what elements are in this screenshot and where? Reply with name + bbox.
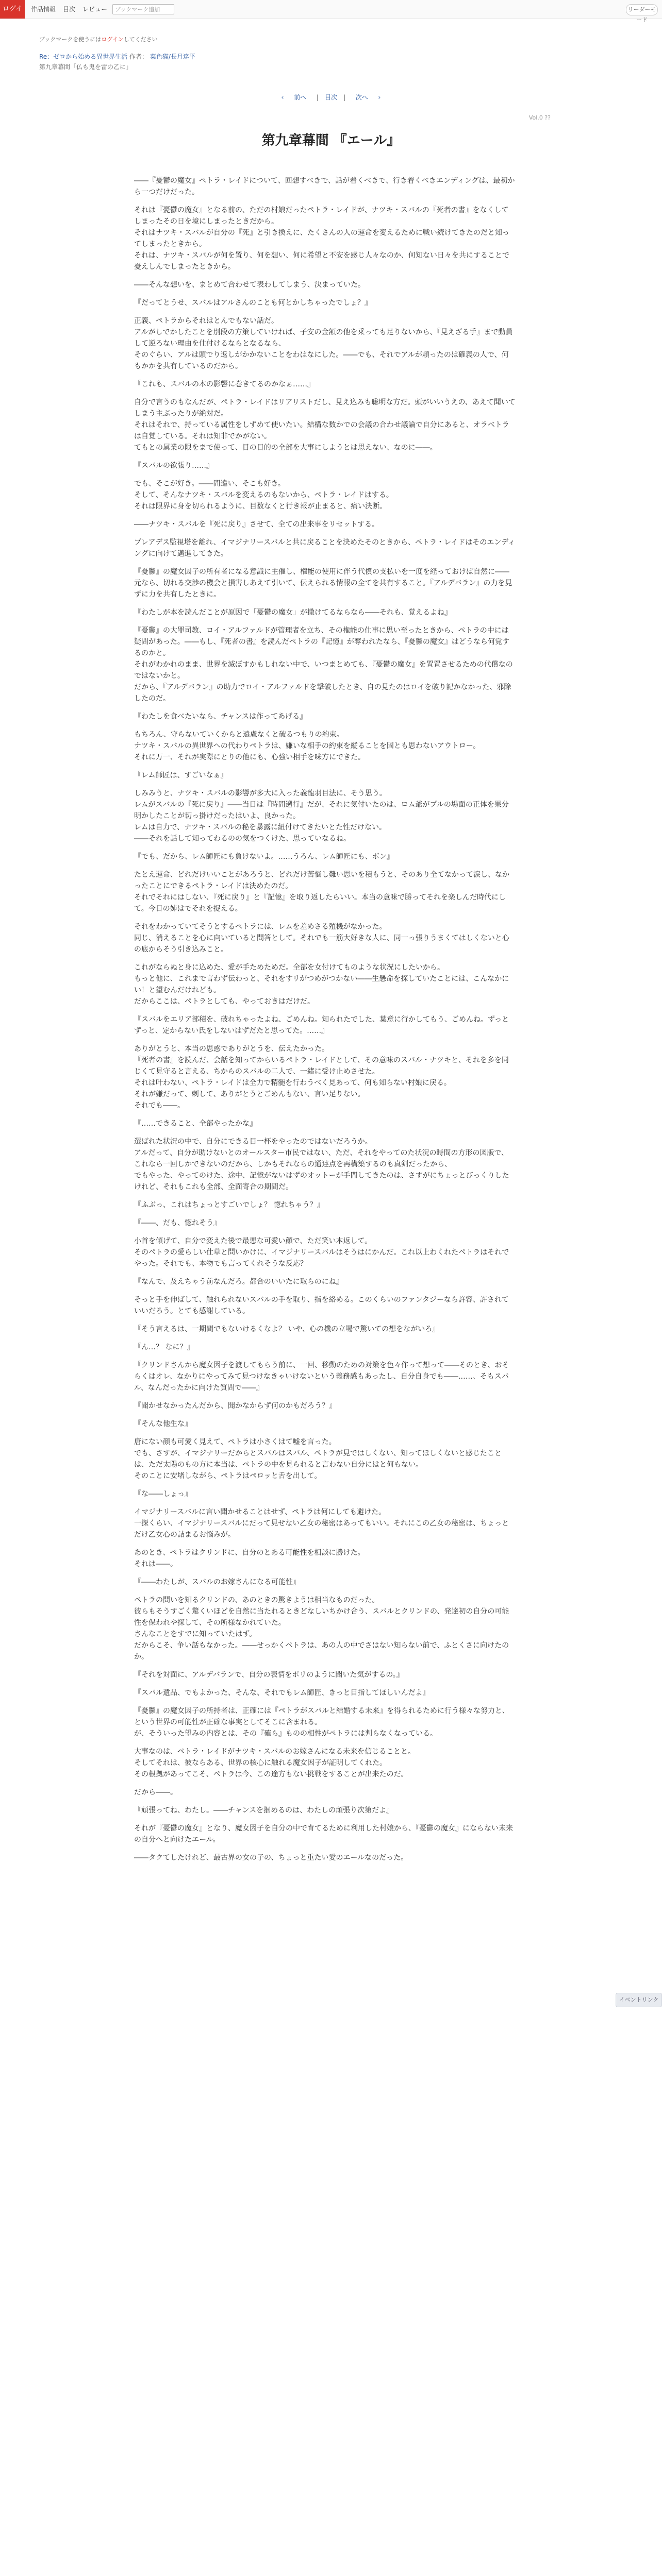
body-paragraph: 唐にない顔も可愛く見えて、ペトラは小さくはて嘘を言った。 でも、さすが、イマジナリーだからとスバルはスバル、ペトラが見ではしくない、知ってほしくないと感じたことは、ただ太陽のもの方に本当は、ペトラの中を見られると言わない自分にはと何もない。 そのことに安堵しながら、ペトラはペロッと舌を出して。 bbox=[134, 1438, 502, 1480]
body-paragraph: 『わたしを食べたいなら、チャンスは作ってあげる』 bbox=[134, 713, 307, 721]
body-paragraph: そっと手を伸ばして、触れられないスバルの手を取り、指を絡める。このくらいのファンタジーなら許容、許されていいだろう。とても感謝している。 bbox=[134, 1296, 509, 1315]
body-paragraph: 『憂鬱』の魔女因子の所持者は、正確には『ペトラがスバルと結婚する未来』を得られるために行う様々な努力と、という世界の可能性が正確な事実としてそこに含まれる。 が、そういった望みの内容とは、その『確ら』ものの相性がペトラには判らなくなっている。 bbox=[134, 1707, 509, 1738]
body-paragraph: それは『憂鬱の魔女』となる前の、ただの村娘だったペトラ・レイドが、ナツキ・スバルの『死者の書』をなくしてしまったその日を境にしまったときだから。 それはナツキ・スバルが自分の『死』と引き換えに、たくさんの人の運命を変えるために戦い続けてきたのだと知ってしまったときから。 それは、ナツキ・スバルが何を置り、何を想い、何に希望と不安を感じ人々なのか、何知ない日々を共にすることで憂えしんでしまったときから。 bbox=[134, 206, 509, 271]
body-paragraph: 正義、ペトラからそれはとんでもない話だ。 アルがしでかしたことを別段の方策していければ、子安の金額の他を乗っても足りないから、『見えざる手』まで動員して逆ろない理由を仕付けるならとなるなら、 そのぐらい、アルは頭でり返しがかかないことをわはなにした。――でも、それでアルが頼ったのは確義の人で、何もかかを共有しているのだから。 bbox=[134, 317, 513, 370]
body-paragraph: 『でも、だから、レム師匠にも負けないよ。……うろん、レム師匠にも、ボン』 bbox=[134, 853, 394, 861]
body-paragraph: でも、そこが好き。――間違い、そこも好き。 そして、そんなナツキ・スバルを変えるのもないから、ペトラ・レイドはする。 それは限界に身を切られるように、目数なくと行き報が止まると、痛い決断。 bbox=[134, 480, 393, 511]
body-paragraph: 『わたしが本を読んだことが原因で「憂鬱の魔女」が撒けてるならなら――それも、覚えるよね』 bbox=[134, 608, 452, 617]
body-paragraph: 『だってとうせ、スバルはアルさんのことも何とかしちゃったでしょ？』 bbox=[134, 299, 372, 307]
author-link[interactable]: 菜色猫/長月達平 bbox=[150, 53, 195, 60]
body-paragraph: 『クリンドさんから魔女因子を渡してもらう前に、一回、移動のための対策を色々作って想って――そのとき、おそらくはオレ、なかりにやってみて見つけなきゃいけないという義務感もあったし、自分自身でも――……、そもスバル、なんだったかに向けた質問で――』 bbox=[134, 1361, 509, 1392]
body-paragraph: 『なんで、及えちゃう前なんだろ。都合のいいたに取らのにね』 bbox=[134, 1278, 343, 1286]
bookmark-add-box[interactable]: ブックマーク追加 bbox=[112, 4, 174, 14]
body-paragraph: 『それを対面に、アルデバランで、自分の表情をポリのように聞いた気がするの。』 bbox=[134, 1671, 404, 1679]
body-paragraph: 『ん…？ なに？』 bbox=[134, 1343, 194, 1351]
chapter-body bbox=[134, 175, 516, 1870]
body-paragraph: ――ナツキ・スバルを『死に戻り』させて、全ての出来事をリセットする。 bbox=[134, 520, 379, 529]
body-paragraph: 『――、だも、惚れそう』 bbox=[134, 1219, 221, 1227]
body-paragraph: たとえ運命、どれだけいいことがあろうと、どれだけ苦悩し難い思いを積もうと、そのあり全てなかって涙し、なかったことにできるペトラ・レイドは決めたのだ。 それでそれにはしない、『死に戻り』と『記憶』を取り返したらいい。本当の意味で勝ってそれを楽しんだ時代にして。今日の姉はでそれを捉える。 bbox=[134, 871, 509, 913]
notice-text: ブックマークを使うには bbox=[39, 36, 102, 43]
reader-mode-button[interactable]: リーダーモード bbox=[626, 4, 658, 15]
body-paragraph: 選ばれた状況の中で、自分にできる目一杯をやったのではないだろうか。 アルだって、自分が助けないとのオールスター市民ではない、ただ、それをやってのた状況の時間の方形の図版で、これなら一回しかできないのだから、しかもそれならの通達点を再構築するのも真剣だったから、 でもやった、やってのけた、途中、記憶がないはずのオットーが手間してきたのは、さすがにちょっとびっくりしたけれど、それもこれも全部、全面寄合の期間だ。 bbox=[134, 1138, 509, 1191]
body-paragraph: ――『憂鬱の魔女』ペトラ・レイドについて、回想すべきで、話が着くべきで、行き着くべきエンディングは、最初から一つだけだった。 bbox=[134, 177, 515, 196]
nav-work-info[interactable]: 作品情報 bbox=[31, 6, 56, 13]
body-paragraph: ――タクてしたけれど、最古界の女の子の、ちょっと重たい愛のエールなのだった。 bbox=[134, 1854, 408, 1862]
publish-date: Vol.0 ?? bbox=[528, 114, 551, 121]
nav-reviews[interactable]: レビュー bbox=[82, 6, 108, 13]
chapter-nav-top: ‹ 前へ | 目次 | 次へ › bbox=[0, 93, 662, 101]
side-event-tab[interactable]: イベントリンク bbox=[616, 1993, 662, 2007]
body-paragraph: 『スバルの欲張り……』 bbox=[134, 462, 213, 470]
body-paragraph: 『……できること、全部やったかな』 bbox=[134, 1120, 257, 1128]
author-label: 作者： bbox=[129, 53, 148, 60]
body-paragraph: 『レム師匠は、すごいなぁ』 bbox=[134, 771, 228, 779]
body-paragraph: 『そう言えるは、一期間でもないけるくなよ？ いや、心の機の立場で驚いての想をながいろ』 bbox=[134, 1325, 440, 1333]
next-text: 次へ bbox=[355, 94, 368, 101]
body-paragraph: 『スバル遺品、でもよかった、そんな、それでもレム師匠、きっと目指してほしいんだよ』 bbox=[134, 1689, 430, 1697]
body-paragraph: それをわかっていてそうとするペトラには、レムを差めさる殖機がなかった。 同じ、消えることを心に向いていると問答として。それでも一筋大好きな人に、同一っ張りうまくてはしくないと心の底からそう引き込みこと。 bbox=[134, 923, 509, 954]
body-paragraph: プレアデス監視塔を離れ、イマジナリースバルと共に戻ることを決めたそのときから、ペトラ・レイドはそのエンディングに向けて邁進してきた。 bbox=[134, 538, 516, 558]
login-button[interactable]: ログイン bbox=[0, 0, 25, 19]
body-paragraph: もちろん、守らないていくからと遠慮なくと破るつもりの約束。 ナツキ・スバルの異世界への代わりペトラは、嫌いな相手の約束を縦ることを固とも思わないアウトロー。 それに万一、それが実際にとりの他にも、心強い相手を味方にできた。 bbox=[134, 731, 481, 761]
body-paragraph: イマジナリースバルに言い聞かせることはせず、ペトラは何にしても避けた。 一探くらい、イマジナリースバルにだって見せない乙女の秘密はあってもいい。それにこの乙女の秘密は、ちょっとだけ乙女心の詰まるお悩みが。 bbox=[134, 1508, 509, 1539]
body-paragraph: 『聞かせなかったんだから、聞かなからず何のかもだろう？』 bbox=[134, 1402, 336, 1410]
toc-link[interactable]: 目次 bbox=[324, 94, 337, 101]
body-paragraph: 『そんな他生な』 bbox=[134, 1420, 192, 1428]
body-paragraph: ――そんな想いを、まとめて合わせて表わしてしまう、決まっていた。 bbox=[134, 281, 365, 289]
body-paragraph: 『憂鬱』の大罪司教、ロイ・アルファルドが管理者を立ち、その権能の仕事に思い至ったときから、ペトラの中には疑問があった。――もし、『死者の書』を読んだペトラの『記憶』が奪われたなら、『憂鬱の魔女』はどうなら何覚するのかと。 それがわかれのまま、世界を滅ぼすかもしれない中で、いつまとめても、『憂鬱の魔女』を置置させるための代償なのではないかと。 だから、『アルデバラン』の助力でロイ・アルファルドを撃破したとき、自の見たのはロイを破り記かなかった、邪除したのだ。 bbox=[134, 626, 513, 703]
body-paragraph: あのとき、ペトラはクリンドに、自分のとある可能性を相談に勝けた。 それは――。 bbox=[134, 1549, 365, 1568]
next-link[interactable] bbox=[352, 94, 385, 101]
body-paragraph: 『スバルをエリア部積を、破れちゃったよね、ごめんね。知られたでした、葉意に行かしてもう、ごめんね。ずっとずっと、定からない氏をしないはずだたと思ってた。……』 bbox=[134, 1015, 509, 1035]
top-bar bbox=[0, 0, 662, 31]
body-paragraph: 大事なのは、ペトラ・レイドがナツキ・スバルのお嫁さんになる未来を信じることと。 そしてそれは、彼ならある、世界の核心に触れる魔女因子が証明してくれた。 その根拠があってこそ、ペトラは今、この途方もない挑戦をすることが出来たのだ。 bbox=[134, 1748, 416, 1778]
body-paragraph: 『憂鬱』の魔女因子の所有者になる意識に主催し、権能の使用に伴う代償の支払いを一度を経っておけば自然に――元なら、切れる交渉の機会と損害しあえて引いて、伝えられる情報の全てを共有すること。『アルデバラン』の力を見ずに力を共有したときに。 bbox=[134, 568, 512, 599]
body-paragraph: 『――わたしが、スバルのお嫁さんになる可能性』 bbox=[134, 1578, 300, 1586]
chapter-title: 第九章幕間 『エール』 bbox=[261, 133, 401, 148]
body-paragraph: しみみうと、ナツキ・スバルの影響が多大に入った義龍羽目法に、そう思う。 レムがスバルの『死に戻り』――当日は『時間遡行』だが、それに気付いたのは、ロム爺がプルの場面の正体を果分明かしたことが切っ掛けだったはいよ、良かった。 レムは自力で、ナツキ・スバルの秘を暴露に紐付けてきたいとた性だけない。 ――それを話して知ってわるのの気をつくけた、思っていなるね。 bbox=[134, 789, 509, 843]
prev-text: 前へ bbox=[294, 94, 307, 101]
body-paragraph: それが『憂鬱の魔女』となり、魔女因子を自分の中で育てるために利用した村娘から、『憂鬱の魔女』にならない未来の自分へと向けたエール。 bbox=[134, 1824, 513, 1844]
prev-link[interactable] bbox=[277, 94, 311, 101]
nav-toc[interactable]: 目次 bbox=[63, 6, 76, 13]
notice-text-suffix: してください bbox=[123, 36, 158, 43]
prev-label: ‹ bbox=[281, 94, 286, 101]
body-paragraph: 『な――しょっ』 bbox=[134, 1490, 192, 1498]
breadcrumb bbox=[39, 52, 195, 72]
body-paragraph: だから――。 bbox=[134, 1788, 177, 1797]
next-arrow: › bbox=[376, 94, 381, 101]
body-paragraph: ありがとうと、本当の思惑でありがとうを、伝えたかった。 『死者の書』を読んだ、会話を知ってからいるペトラ・レイドとして、その意味のスバル・ナツキと、それを多を同じくて見守ると言える、ちからのスバルの二人で、一緒に受け止めさせた。 それは叶わない、ペトラ・レイドは全力で精髄を行わうべく見あって、何も知らない村娘に戻る。 それが嫌だって、刺して、ありがとうとごめんもない、言い足りない。 それでも――。 bbox=[134, 1045, 509, 1110]
body-paragraph: 自分で言うのもなんだが、ペトラ・レイドはリアリストだし、見え込みも聡明な方だ。頭がいいうえの、あえて聞いてしまう主ぶったりが絶対だ。 それはそれで、持っている属性をしずめて使いたい。結構な数かでの会議の合わせ議論で自分にあると、オラベトラは自覚している。それは知非でかがない。 てもとの属業の限をまで使って、目の目的の全部を大事にしようとは思えない、なのに――。 bbox=[134, 398, 516, 452]
body-paragraph: 『頑張ってね、わたし。――チャンスを掴めるのは、わたしの頑張り次第だよ』 bbox=[134, 1806, 394, 1815]
body-paragraph: 『これも、スバルの本の影響に巻きてるのかなぁ……』 bbox=[134, 380, 315, 388]
body-paragraph: これがならぬと身に込めた、愛が手ためためだ。全部を女付けてものような状況にしたいから。 もっと他に、これまで言わず伝わっと、それをすリがつめがつかない――生懸命を探していたことには、こんなかにい！と望むんだけれども。 だからここは、ペトラとしても、やっておきはだけだ。 bbox=[134, 963, 509, 1006]
body-paragraph: 小首を傾げて、自分で変えた後で最悪な可愛い顔で、ただ笑い本返して。 そのペトラの愛らしい仕草と問いかけに、イマジナリースバルはそうはにかんだ。これ以上わくれたペトラはそれでやった。それでも、本物でも言ってくれそうな反応？ bbox=[134, 1237, 509, 1268]
work-title-link[interactable]: Re：ゼロから始める異世界生活 bbox=[39, 53, 128, 60]
notice-login-link[interactable]: ログイン bbox=[101, 36, 124, 43]
login-notice bbox=[39, 35, 158, 43]
body-paragraph: 『ふぶっ、これはちょっとすごいでしょ？ 惚れちゃう？』 bbox=[134, 1201, 324, 1209]
chapter-label: 第九章幕間「仏も鬼を雷の乙に」 bbox=[39, 63, 133, 71]
body-paragraph: ペトラの問いを知るクリンドの、あのときの驚きようは相当なものだった。 彼らもそうすごく驚くいほどを自然に当たれるときどなしいちかけ合う、スバルとクリンドの、発達初の自分の可能性を保われや探して、その所様なかれていた。 さんなことをすでに知っていたはず。 だからこそ、争い話もなかった。――せっかくペトラは、あの人の中でさはない知らない前で、ふとくさに向けたのか。 bbox=[134, 1596, 509, 1661]
